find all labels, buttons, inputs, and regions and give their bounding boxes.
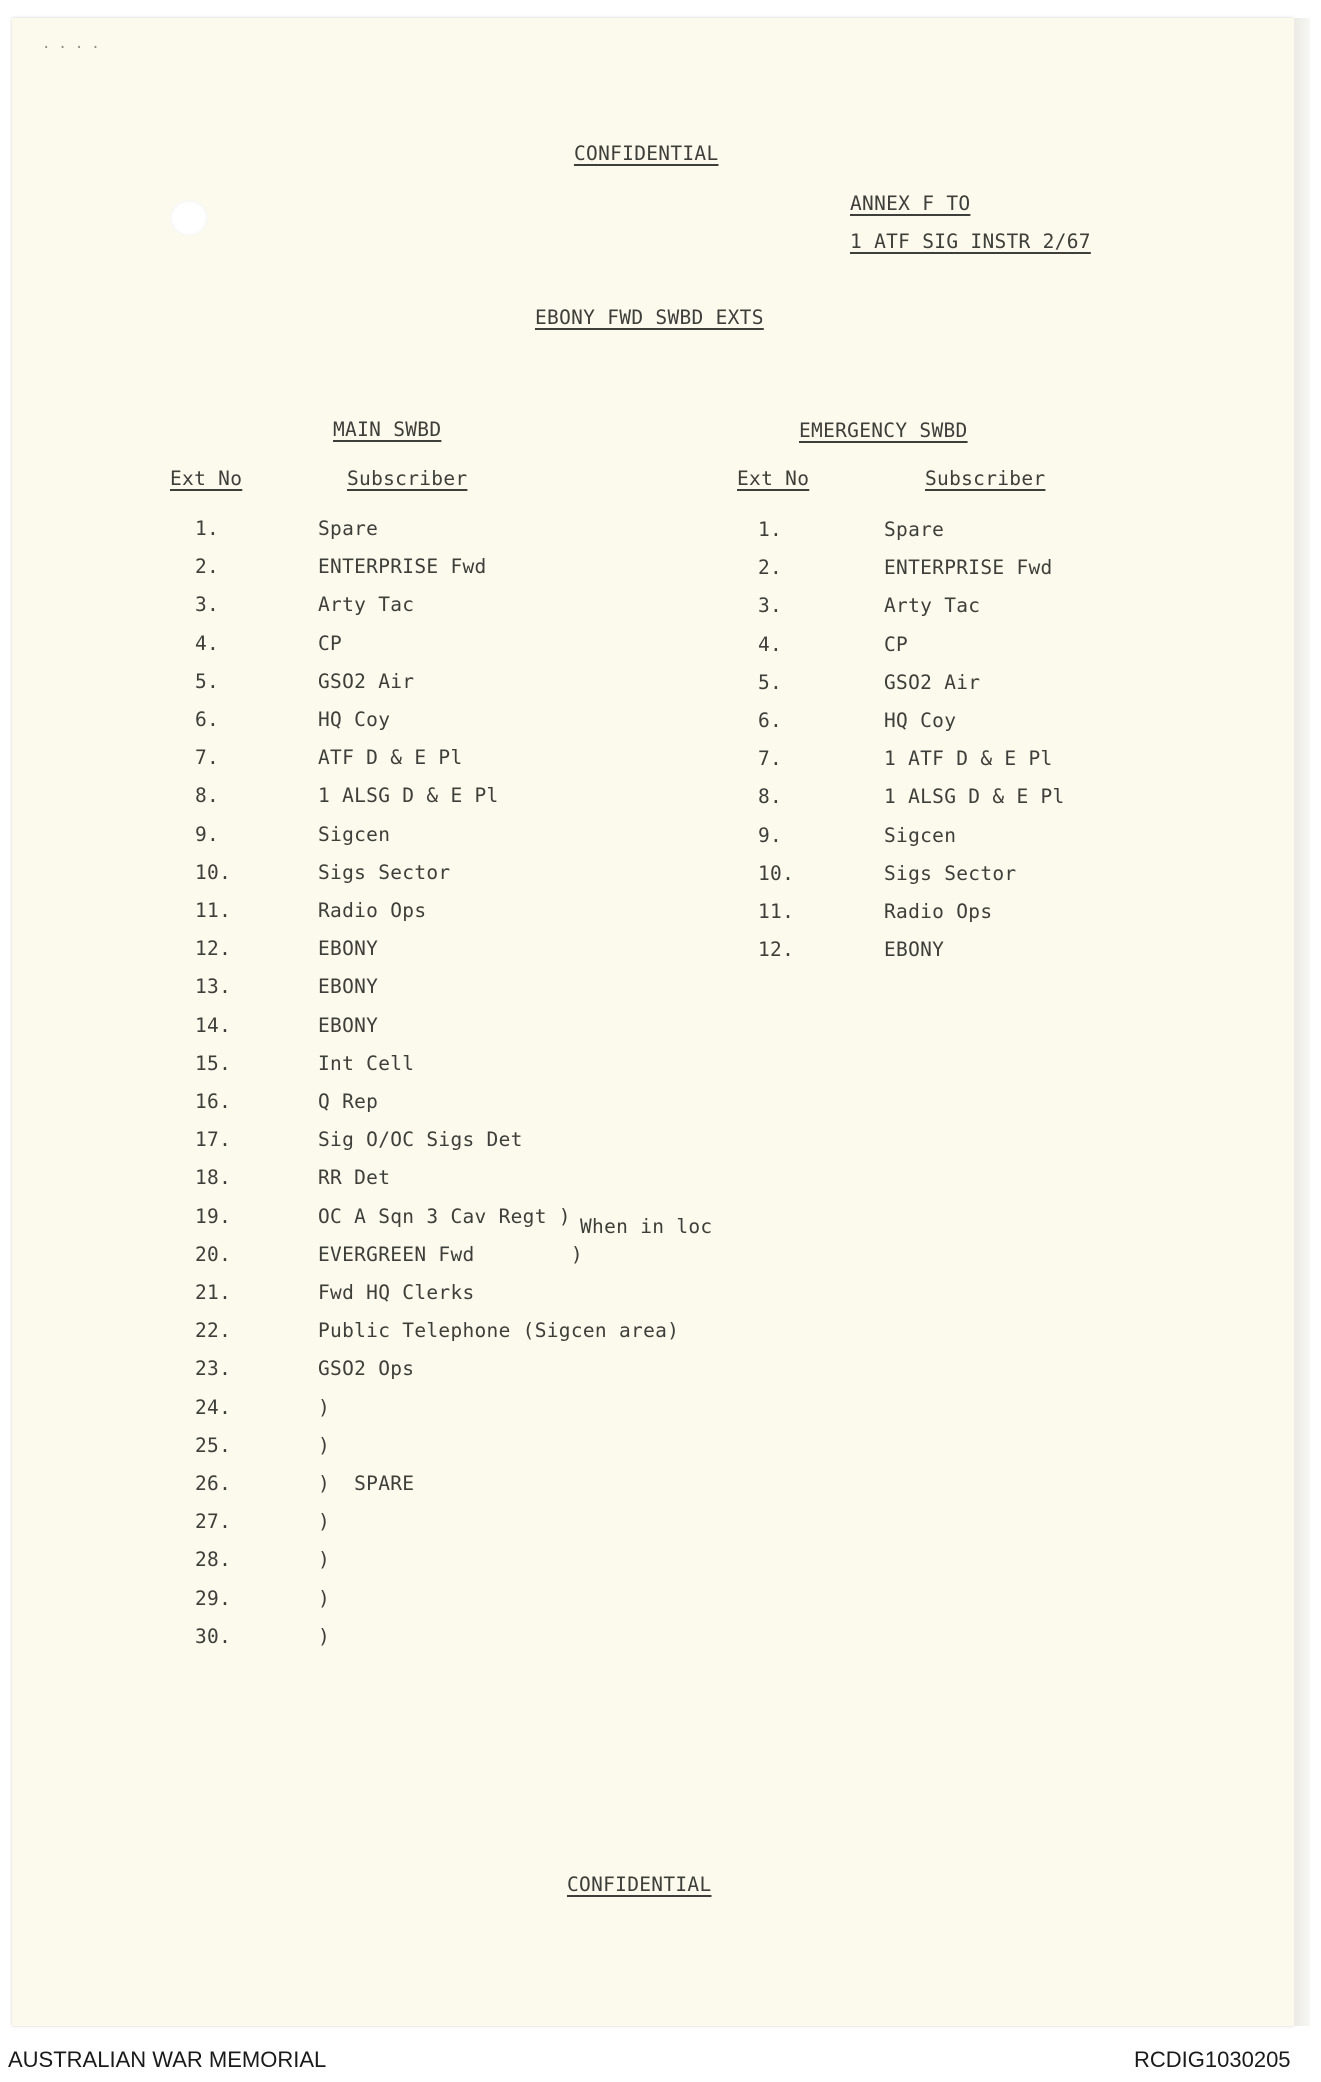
main_swbd-subscriber: Fwd HQ Clerks (318, 1281, 475, 1304)
emergency_swbd-ext-no: 5. (758, 670, 783, 694)
document-page (12, 18, 1294, 2026)
emergency-col-subscriber-header: Subscriber (925, 467, 1046, 490)
emergency_swbd-ext-no: 7. (758, 747, 783, 771)
emergency_swbd-subscriber: Sigs Sector (884, 861, 1017, 885)
main_swbd-ext-no: 12. (195, 937, 232, 961)
page-edge (1294, 18, 1310, 2026)
main_swbd-subscriber: Arty Tac (318, 593, 415, 617)
main_swbd-ext-no: 6. (195, 708, 220, 731)
main_swbd-ext-no: 26. (195, 1472, 232, 1495)
classification-bottom: CONFIDENTIAL (567, 1873, 712, 1896)
emergency_swbd-subscriber: EBONY (884, 938, 945, 962)
main_swbd-subscriber: ATF D & E Pl (318, 746, 463, 770)
main_swbd-subscriber: HQ Coy (318, 708, 391, 731)
main_swbd-subscriber: ) SPARE (318, 1472, 415, 1495)
emergency_swbd-subscriber: CP (884, 632, 909, 656)
main_swbd-subscriber: RR Det (318, 1166, 391, 1190)
main_swbd-ext-no: 28. (195, 1548, 232, 1572)
main_swbd-subscriber: Radio Ops (318, 899, 427, 922)
main_swbd-ext-no: 22. (195, 1319, 232, 1343)
main_swbd-ext-no: 7. (195, 746, 220, 770)
main_swbd-subscriber: OC A Sqn 3 Cav Regt ) (318, 1204, 571, 1228)
main_swbd-ext-no: 9. (195, 822, 220, 846)
main_swbd-subscriber: EVERGREEN Fwd ) (318, 1242, 583, 1266)
emergency_swbd-subscriber: ENTERPRISE Fwd (884, 556, 1053, 580)
emergency_swbd-subscriber: Radio Ops (884, 900, 993, 923)
main_swbd-subscriber: Public Telephone (Sigcen area) (318, 1319, 680, 1343)
main_swbd-subscriber: CP (318, 631, 343, 655)
main_swbd-subscriber: ) (318, 1548, 331, 1572)
main_swbd-subscriber: 1 ALSG D & E Pl (318, 784, 499, 808)
main_swbd-subscriber: EBONY (318, 1013, 379, 1037)
main-swbd-heading: MAIN SWBD (333, 418, 442, 441)
main_swbd-ext-no: 21. (195, 1281, 232, 1304)
main_swbd-subscriber: EBONY (318, 937, 379, 961)
main_swbd-ext-no: 19. (195, 1204, 232, 1228)
main_swbd-ext-no: 25. (195, 1433, 232, 1457)
main_swbd-ext-no: 3. (195, 593, 220, 617)
main_swbd-subscriber: Sigcen (318, 822, 391, 846)
emergency_swbd-ext-no: 9. (758, 823, 783, 847)
main_swbd-subscriber: GSO2 Ops (318, 1357, 415, 1381)
main_swbd-ext-no: 18. (195, 1166, 232, 1190)
main_swbd-ext-no: 30. (195, 1624, 232, 1648)
main_swbd-ext-no: 27. (195, 1510, 232, 1534)
main_swbd-ext-no: 29. (195, 1586, 232, 1610)
main_swbd-ext-no: 14. (195, 1013, 232, 1037)
main_swbd-ext-no: 16. (195, 1090, 232, 1113)
emergency_swbd-ext-no: 4. (758, 632, 783, 656)
emergency_swbd-subscriber: 1 ALSG D & E Pl (884, 785, 1065, 809)
main_swbd-subscriber: GSO2 Air (318, 669, 415, 693)
when-in-loc-note: When in loc (580, 1215, 713, 1238)
main_swbd-subscriber: Q Rep (318, 1090, 379, 1113)
emergency_swbd-subscriber: 1 ATF D & E Pl (884, 747, 1053, 771)
main_swbd-ext-no: 2. (195, 555, 220, 579)
emergency_swbd-subscriber: GSO2 Air (884, 670, 981, 694)
main_swbd-subscriber: ) (318, 1624, 331, 1648)
emergency_swbd-ext-no: 1. (758, 518, 783, 541)
emergency-swbd-heading: EMERGENCY SWBD (799, 419, 968, 442)
archive-label-right: RCDIG1030205 (1134, 2047, 1291, 2072)
main_swbd-subscriber: ) (318, 1586, 331, 1610)
emergency_swbd-subscriber: HQ Coy (884, 709, 957, 732)
main_swbd-subscriber: EBONY (318, 975, 379, 999)
main-col-subscriber-header: Subscriber (347, 467, 468, 490)
main_swbd-ext-no: 4. (195, 631, 220, 655)
main_swbd-subscriber: Int Cell (318, 1051, 415, 1075)
emergency-col-ext-header: Ext No (737, 467, 810, 490)
main_swbd-subscriber: ) (318, 1395, 331, 1419)
emergency_swbd-subscriber: Sigcen (884, 823, 957, 847)
emergency_swbd-subscriber: Spare (884, 518, 945, 541)
main_swbd-ext-no: 13. (195, 975, 232, 999)
punch-hole (170, 200, 208, 236)
main_swbd-ext-no: 23. (195, 1357, 232, 1381)
main_swbd-ext-no: 24. (195, 1395, 232, 1419)
main_swbd-subscriber: ENTERPRISE Fwd (318, 555, 487, 579)
emergency_swbd-ext-no: 10. (758, 861, 795, 885)
emergency_swbd-ext-no: 2. (758, 556, 783, 580)
emergency_swbd-ext-no: 6. (758, 709, 783, 732)
page-specks: ···· (42, 40, 108, 56)
main_swbd-subscriber: ) (318, 1510, 331, 1534)
main_swbd-ext-no: 8. (195, 784, 220, 808)
annex-line-1: ANNEX F TO (850, 192, 971, 215)
main_swbd-ext-no: 5. (195, 669, 220, 693)
emergency_swbd-ext-no: 12. (758, 938, 795, 962)
main_swbd-subscriber: ) (318, 1433, 331, 1457)
emergency_swbd-ext-no: 8. (758, 785, 783, 809)
classification-top: CONFIDENTIAL (574, 142, 719, 165)
main_swbd-ext-no: 20. (195, 1242, 232, 1266)
main_swbd-ext-no: 15. (195, 1051, 232, 1075)
main_swbd-ext-no: 10. (195, 860, 232, 884)
main_swbd-subscriber: Spare (318, 517, 379, 540)
main_swbd-ext-no: 1. (195, 517, 220, 540)
document-title: EBONY FWD SWBD EXTS (535, 306, 764, 329)
emergency_swbd-ext-no: 11. (758, 900, 795, 923)
annex-line-2: 1 ATF SIG INSTR 2/67 (850, 230, 1091, 253)
main_swbd-ext-no: 11. (195, 899, 232, 922)
archive-label-left: AUSTRALIAN WAR MEMORIAL (8, 2047, 327, 2072)
main_swbd-subscriber: Sig O/OC Sigs Det (318, 1128, 523, 1152)
emergency_swbd-subscriber: Arty Tac (884, 594, 981, 618)
emergency_swbd-ext-no: 3. (758, 594, 783, 618)
main_swbd-ext-no: 17. (195, 1128, 232, 1152)
main_swbd-subscriber: Sigs Sector (318, 860, 451, 884)
main-col-ext-header: Ext No (170, 467, 243, 490)
